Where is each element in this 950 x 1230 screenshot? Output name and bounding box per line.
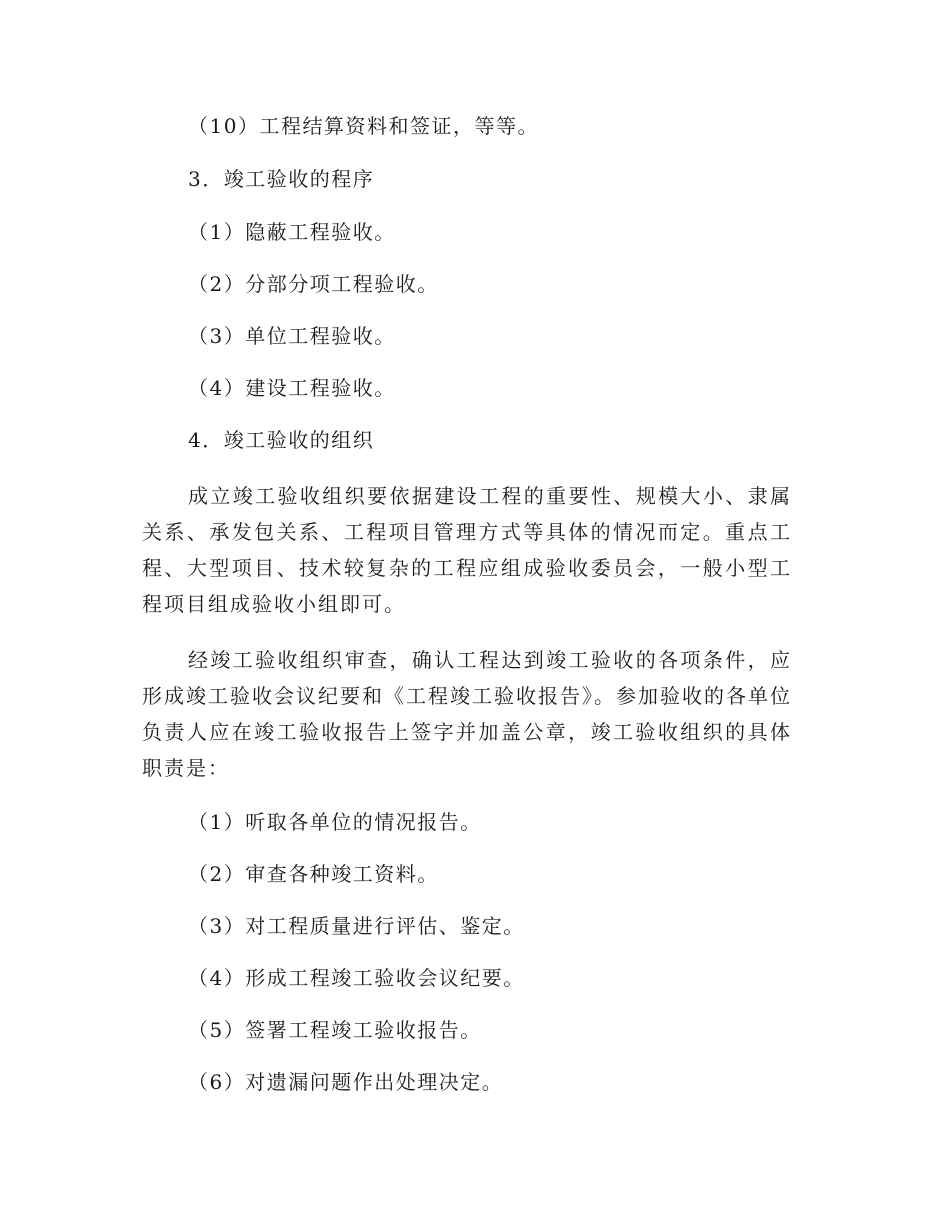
list-item: （6）对遗漏问题作出处理决定。 [188, 1070, 504, 1094]
list-item: （4）建设工程验收。 [188, 376, 396, 400]
list-item: （1）隐蔽工程验收。 [188, 220, 396, 244]
paragraph-organization-setup: 成立竣工验收组织要依据建设工程的重要性、规模大小、隶属关系、承发包关系、工程项目管理方式等具体的情况而定。重点工程、大型项目、技术较复杂的工程应组成验收委员会，一般小型工程项目组成验收小组即可。 [142, 484, 792, 616]
list-item: （3）单位工程验收。 [188, 324, 396, 348]
list-item: （5）签署工程竣工验收报告。 [188, 1018, 482, 1042]
section-heading-acceptance-organization: 4．竣工验收的组织 [188, 428, 375, 452]
list-item: （4）形成工程竣工验收会议纪要。 [188, 966, 525, 990]
list-item: （3）对工程质量进行评估、鉴定。 [188, 914, 525, 938]
list-item: （2）审查各种竣工资料。 [188, 862, 439, 886]
list-item-settlement-docs: （10）工程结算资料和签证，等等。 [188, 114, 539, 138]
list-item: （1）听取各单位的情况报告。 [188, 810, 482, 834]
list-item: （2）分部分项工程验收。 [188, 272, 439, 296]
paragraph-organization-review: 经竣工验收组织审查，确认工程达到竣工验收的各项条件，应形成竣工验收会议纪要和《工程竣工验收报告》。参加验收的各单位负责人应在竣工验收报告上签字并加盖公章，竣工验收组织的具体职责是： [142, 648, 792, 780]
section-heading-acceptance-procedure: 3．竣工验收的程序 [188, 167, 375, 191]
